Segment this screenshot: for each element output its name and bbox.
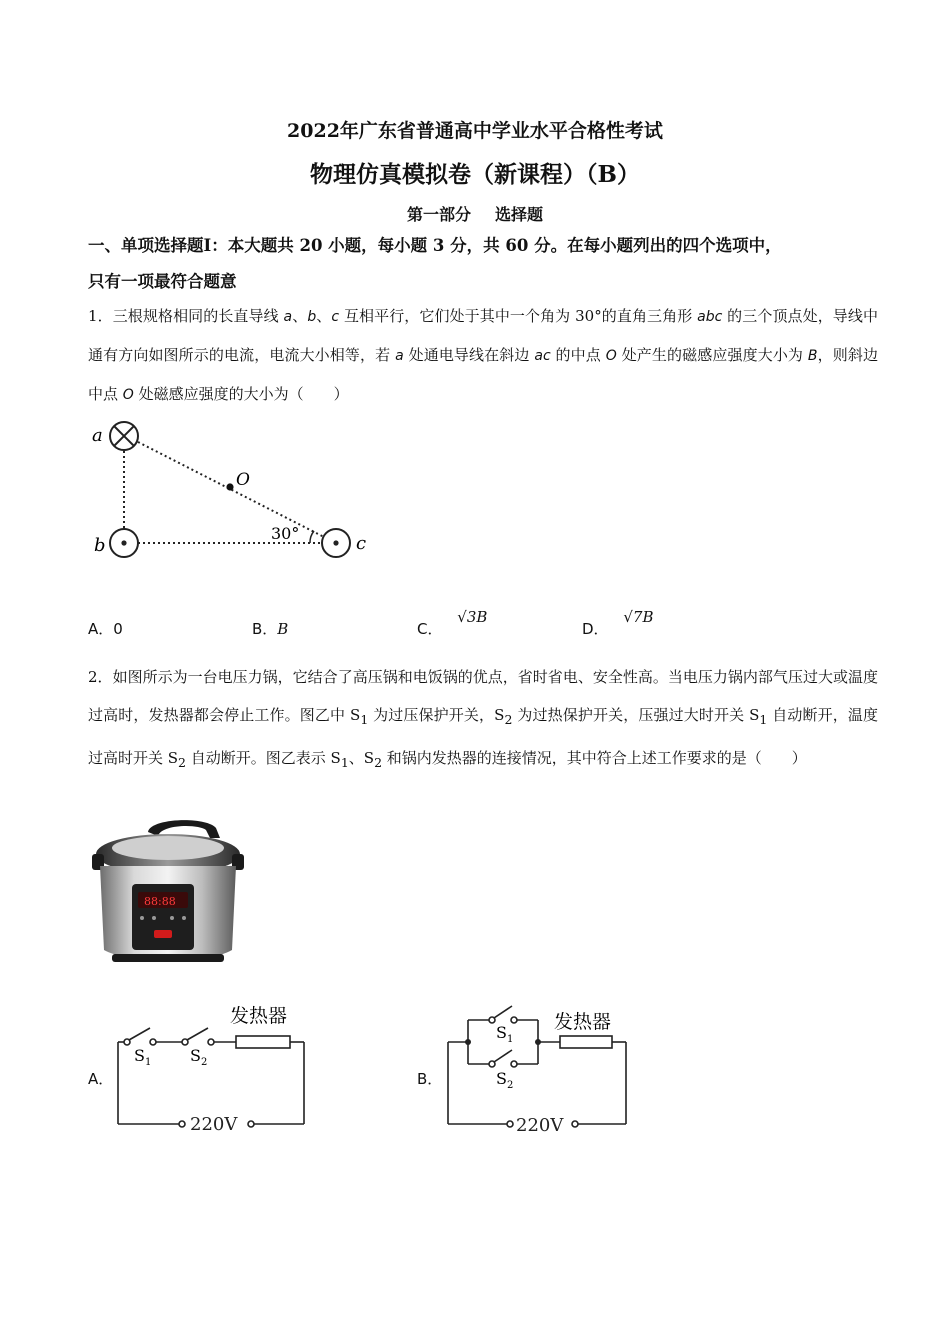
section-heading-line2: 只有一项最符合题意 <box>88 272 237 291</box>
wire-c-out-of-page-icon <box>322 529 350 557</box>
option-value: 0 <box>113 620 123 638</box>
section-heading-line1: 一、单项选择题Ⅰ：本大题共 20 小题，每小题 3 分，共 60 分。在每小题列出的四个选项中， <box>88 236 782 255</box>
voltage-label: 220V <box>190 1114 238 1135</box>
circuit-a-diagram <box>112 998 312 1138</box>
wire-b-out-of-page-icon <box>110 529 138 557</box>
part-type: 选择题 <box>495 205 544 224</box>
part-heading <box>0 202 950 225</box>
q1-option-b[interactable]: B．B <box>252 620 289 638</box>
section-heading <box>88 228 878 300</box>
midpoint-o-dot <box>226 483 233 490</box>
switch-s2-label: $S_2$ <box>496 1069 514 1091</box>
svg-text:88:88: 88:88 <box>144 895 176 908</box>
pressure-cooker-image <box>88 814 248 966</box>
wire-a-into-page-icon <box>110 422 138 450</box>
option-value: √7B <box>623 608 654 626</box>
switch-s2-label: $S_2$ <box>190 1046 208 1068</box>
heater-label: 发热器 <box>230 1005 288 1027</box>
question-1-text: 1．三根规格相同的长直导线 a、b、c 互相平行，它们处于其中一个角为 30°的直角三角形 abc 的三个顶点处，导线中通有方向如图所示的电流，电流大小相等，若 a 处通电导线在斜边 ac 的中点 O 处产生的磁感应强度大小为 B，则斜边中点 O 处磁感应强度的大小为（ ） <box>88 307 878 403</box>
q1-option-c[interactable]: C． √3B <box>417 608 488 638</box>
angle-label: 30° <box>271 524 300 543</box>
triangle-figure <box>88 415 388 565</box>
label-a: a <box>92 425 103 446</box>
exam-subtitle: 物理仿真模拟卷（新课程）（B） <box>310 161 640 188</box>
option-value: √3B <box>457 608 488 626</box>
switch-s1-label: $S_1$ <box>134 1046 152 1068</box>
part-name: 第一部分 <box>406 205 471 224</box>
q1-option-a[interactable]: A．0 <box>88 620 123 638</box>
exam-title: 2022年广东省普通高中学业水平合格性考试 <box>287 120 663 142</box>
heater-label: 发热器 <box>554 1011 612 1033</box>
label-c: c <box>356 533 367 554</box>
circuit-b-diagram <box>444 998 644 1140</box>
question-number: 2． <box>88 668 113 686</box>
label-o: O <box>236 470 250 490</box>
label-b: b <box>94 535 106 556</box>
q2-option-a[interactable]: A． <box>88 1070 114 1088</box>
switch-s1-label: $S_1$ <box>496 1023 514 1045</box>
question-number: 1． <box>88 307 113 325</box>
question-2-text: 2．如图所示为一台电压力锅，它结合了高压锅和电饭锅的优点，省时省电、安全性高。当电压力锅内部气压过大或温度过高时，发热器都会停止工作。图乙中 $S_1$ 为过压保护开关，$S_2$ 为过热保护开关，压强过大时开关 $S_1$ 自动断开，温度过高时开关 $S_2$ 自动断开。图乙表示 $S_1$、$S_2$ 和锅内发热器的连接情况，其中符合上述工作要求的是（ ） <box>88 668 878 770</box>
option-value: B <box>277 620 289 638</box>
q2-option-b[interactable]: B． <box>417 1070 443 1088</box>
voltage-label: 220V <box>516 1115 564 1136</box>
q1-option-d[interactable]: D． √7B <box>582 608 654 638</box>
